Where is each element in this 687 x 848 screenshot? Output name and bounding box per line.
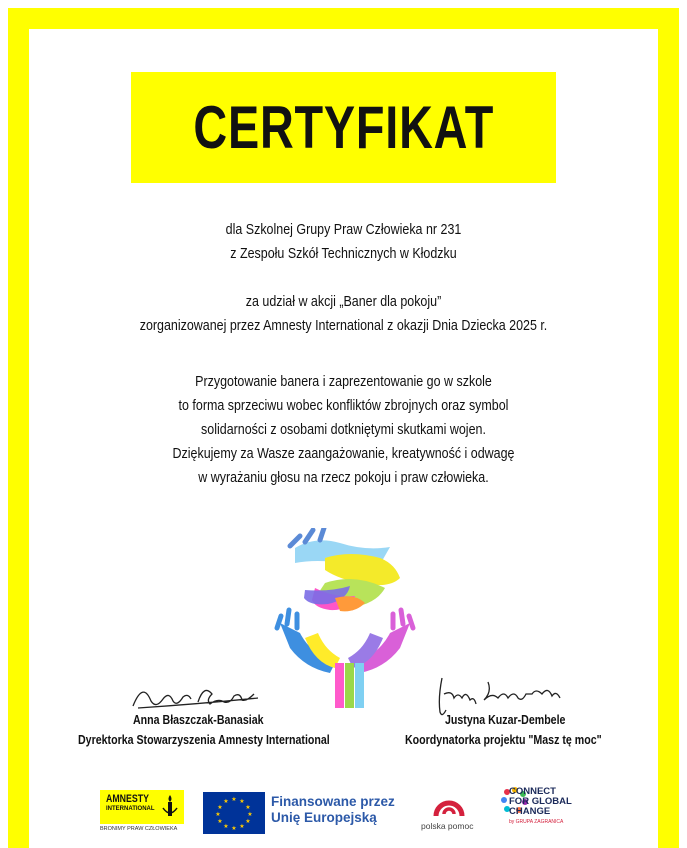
body-line: solidarności z osobami dotkniętymi skutkami wojen. (201, 422, 486, 438)
connect-line2: FOR GLOBAL (509, 796, 572, 807)
eu-line2: Unię Europejską (271, 810, 377, 825)
svg-text:★: ★ (239, 798, 245, 805)
svg-text:★: ★ (247, 811, 253, 818)
svg-text:★: ★ (231, 796, 237, 803)
title-box (131, 72, 556, 183)
svg-text:★: ★ (231, 825, 237, 832)
right-signatory-role: Koordynatorka projektu "Masz tę moc" (405, 733, 602, 747)
amnesty-sub: INTERNATIONAL (106, 806, 155, 812)
action-line: za udział w akcji „Baner dla pokoju” (245, 294, 442, 310)
amnesty-name: AMNESTY (106, 793, 150, 805)
action-line: zorganizowanej przez Amnesty International z okazji Dnia Dziecka 2025 r. (139, 318, 548, 334)
connect-line4: by GRUPA ZAGRANICA (509, 819, 564, 825)
body-block (40, 370, 647, 490)
body-line: to forma sprzeciwu wobec konfliktów zbrojnych oraz symbol (178, 398, 509, 414)
recipient-line: dla Szkolnej Grupy Praw Człowieka nr 231 (225, 222, 462, 238)
left-signatory-role: Dyrektorka Stowarzyszenia Amnesty International (78, 733, 330, 747)
svg-text:★: ★ (239, 823, 245, 830)
left-signatory-name: Anna Błaszczak-Banasiak (133, 713, 264, 727)
connect-line3: CHANGE (509, 806, 551, 817)
svg-text:★: ★ (223, 798, 229, 805)
eu-funding-text (271, 794, 395, 826)
body-line: Przygotowanie banera i zaprezentowanie go w szkole (195, 374, 492, 390)
amnesty-logo (100, 790, 184, 824)
body-line: Dziękujemy za Wasze zaangażowanie, kreatywność i odwagę (172, 446, 515, 462)
svg-text:★: ★ (215, 811, 221, 818)
certificate-title: CERTYFIKAT (193, 94, 494, 161)
svg-text:★: ★ (217, 818, 223, 825)
recipient-line: z Zespołu Szkół Technicznych w Kłodzku (230, 246, 457, 262)
svg-text:★: ★ (245, 818, 251, 825)
right-signatory-name: Justyna Kuzar-Dembele (445, 713, 566, 727)
svg-text:★: ★ (217, 804, 223, 811)
connect-text (509, 787, 572, 827)
logos-row (0, 780, 687, 836)
recipient-block (40, 218, 647, 266)
eu-line1: Finansowane przez (271, 794, 395, 809)
right-signature-image (430, 672, 580, 718)
amnesty-tagline: BRONIMY PRAW CZŁOWIEKA (100, 826, 178, 832)
svg-text:★: ★ (245, 804, 251, 811)
left-signature-image (128, 678, 268, 714)
polska-pomoc-icon (432, 788, 466, 820)
svg-text:★: ★ (223, 823, 229, 830)
peace-hands-illustration (265, 528, 425, 708)
amnesty-candle-icon (162, 794, 178, 820)
action-block (40, 290, 647, 338)
eu-flag-icon (203, 792, 265, 834)
polska-pomoc-label: polska pomoc (421, 821, 474, 831)
connect-line1: CONNECT (509, 786, 556, 797)
body-line: w wyrażaniu głosu na rzecz pokoju i praw człowieka. (198, 470, 489, 486)
